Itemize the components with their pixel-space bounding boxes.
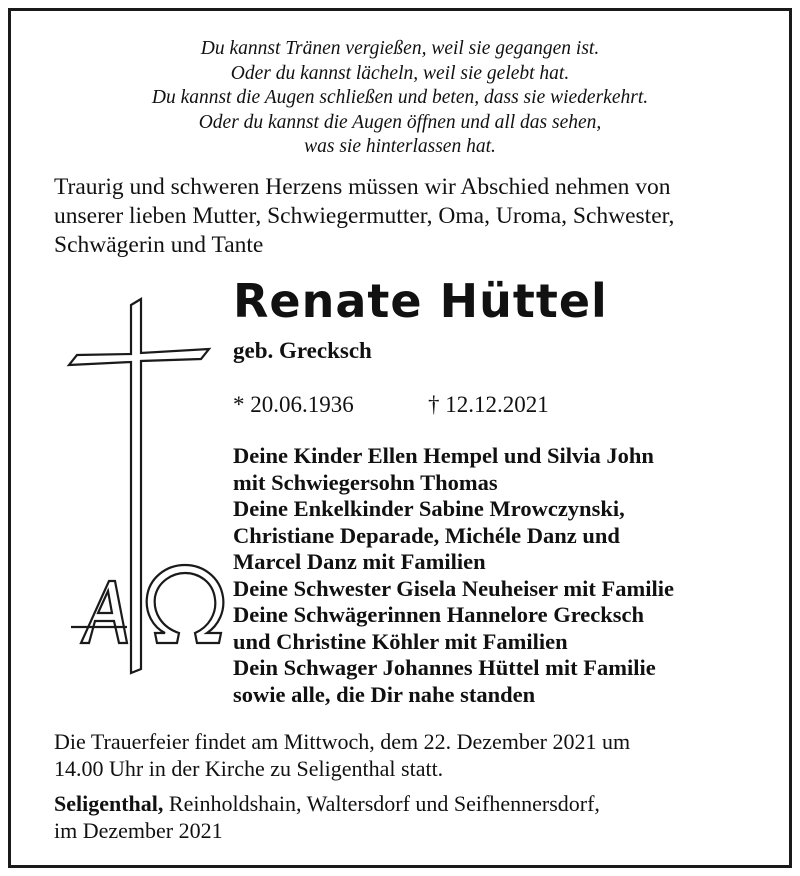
deceased-name: Renate Hüttel: [233, 274, 608, 328]
poem: [11, 37, 789, 160]
cross-alpha-omega-icon: [61, 297, 231, 687]
poem-line: was sie hinterlassen hat.: [304, 136, 496, 157]
place-town: Seligenthal,: [54, 791, 164, 816]
birth-date: * 20.06.1936: [233, 392, 354, 417]
place-and-date: [54, 791, 774, 844]
service-info: [54, 729, 774, 782]
intro-line: Traurig und schweren Herzens müssen wir Abschied nehmen von: [54, 174, 671, 200]
mourner-line: Deine Enkelkinder Sabine Mrowczynski,: [233, 496, 625, 521]
poem-line: Du kannst die Augen schließen und beten, dass sie wiederkehrt.: [151, 87, 649, 108]
place-rest: Reinholdshain, Waltersdorf und Seifhennersdorf,: [163, 791, 600, 816]
mourner-line: Christiane Deparade, Michéle Danz und: [233, 522, 620, 548]
mourner-line: Marcel Danz mit Familien: [233, 549, 486, 574]
death-date: † 12.12.2021: [428, 392, 549, 417]
service-line: 14.00 Uhr in der Kirche zu Seligenthal statt.: [54, 755, 444, 781]
intro-line: Schwägerin und Tante: [54, 232, 264, 258]
mourner-line: Deine Kinder Ellen Hempel und Silvia John: [233, 443, 654, 468]
place-date-line: im Dezember 2021: [54, 817, 223, 843]
poem-line: Oder du kannst die Augen öffnen und all das sehen,: [198, 111, 602, 133]
mourner-line: und Christine Köhler mit Familien: [233, 628, 568, 654]
mourner-line: mit Schwiegersohn Thomas: [233, 469, 498, 495]
mourner-line: Deine Schwester Gisela Neuheiser mit Familie: [233, 575, 674, 601]
mourner-line: sowie alle, die Dir nahe standen: [233, 681, 536, 707]
mourner-line: Deine Schwägerinnen Hannelore Grecksch: [233, 602, 645, 627]
poem-line: Du kannst Tränen vergießen, weil sie gegangen ist.: [200, 38, 600, 59]
intro-text: [54, 173, 774, 260]
place-line: [54, 791, 774, 818]
intro-line: unserer lieben Mutter, Schwiegermutter, Oma, Uroma, Schwester,: [54, 203, 675, 229]
mourner-line: Dein Schwager Johannes Hüttel mit Familie: [233, 655, 656, 680]
poem-line: Oder du kannst lächeln, weil sie gelebt hat.: [230, 62, 570, 84]
obituary-frame: [8, 8, 792, 868]
service-line: Die Trauerfeier findet am Mittwoch, dem 22. Dezember 2021 um: [54, 729, 631, 754]
birth-name: geb. Grecksch: [233, 338, 372, 363]
mourners-list: [233, 443, 773, 708]
